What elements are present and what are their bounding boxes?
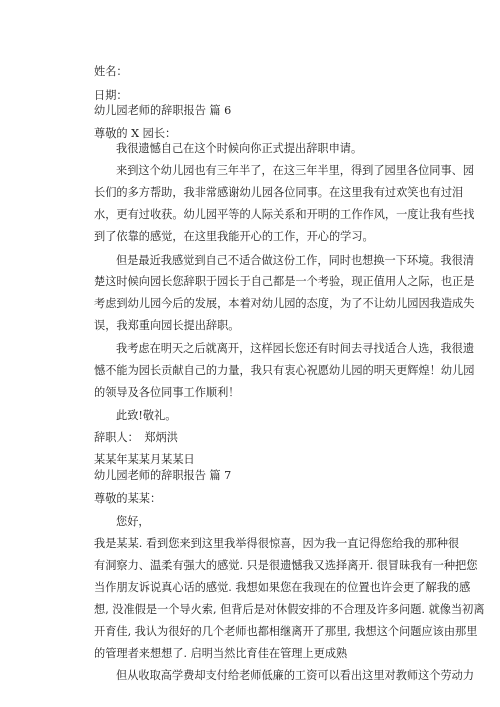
letter6-p2-line: 来到这个幼儿园也有三年半了，在这三年半里，得到了园里各位同事、园 (116, 164, 475, 177)
letter7-salutation: 尊敬的某某： (94, 492, 162, 505)
date-label: 日期： (94, 89, 128, 102)
letter6-title: 幼儿园老师的辞职报告 篇 6 (94, 104, 232, 117)
letter6-p4-line: 憾不能为园长贡献自己的力量，我只有衷心祝愿幼儿园的明天更辉煌！幼儿园 (94, 364, 475, 377)
letter7-p1-line: 的管理者来想想了. 启明当然比育佳在管理上更成熟 (94, 647, 348, 660)
letter6-p3-line: 考虑到幼儿园今后的发展，本着对幼儿园的态度，为了不让幼儿园因我造成失 (94, 297, 475, 310)
letter6-p4-line: 我考虑在明天之后就离开，这样园长您还有时间去寻找适合人选，我很遗 (116, 342, 475, 355)
letter6-p3-line: 但是最近我感觉到自己不适合做这份工作，同时也想换一下环境。我很清 (116, 254, 475, 267)
letter6-p4-line: 的领导及各位同事工作顺利！ (94, 386, 240, 399)
letter6-p3-line: 误，我郑重向园长提出辞职。 (94, 319, 240, 332)
letter7-p1-line: 当作朋友诉说真心话的感觉. 我想如果您在我现在的位置也许会更了解我的感 (94, 581, 471, 594)
letter7-p1-line: 我是某某. 看到您来到这里我举得很惊喜，因为我一直记得您给我的那种很 (94, 537, 460, 550)
letter7-p1-line: 开育佳, 我认为很好的几个老师也都相继离开了那里, 我想这个问题应该由那里 (94, 625, 478, 638)
letter6-closing: 此致!敬礼。 (116, 409, 177, 422)
letter6-date: 某某年某某月某某日 (94, 453, 195, 466)
letter7-p1-line: 想, 没准假是一个导火索, 但背后是对休假安排的不合理及许多问题. 就像当初离 (94, 603, 485, 616)
letter6-p2-line: 长们的多方帮助，我非常感谢幼儿园各位同事。在这里我有过欢笑也有过泪 (94, 186, 464, 199)
name-label: 姓名： (94, 65, 128, 78)
letter7-title: 幼儿园老师的辞职报告 篇 7 (94, 469, 232, 482)
letter7-p1-line: 有洞察力、温柔有强大的感觉. 只是很遗憾我又选择离开. 很冒昧我有一种把您 (94, 559, 478, 572)
letter6-paragraph-1: 我很遗憾自己在这个时候向你正式提出辞职申请。 (116, 142, 363, 155)
letter6-p2-line: 水，更有过收获。幼儿园平等的人际关系和开明的工作作风，一度让我有些找 (94, 208, 475, 221)
letter6-salutation: 尊敬的 X 园长： (94, 127, 177, 140)
letter6-p3-line: 楚这时候向园长您辞职于园长于自己都是一个考验，现正值用人之际，也正是 (94, 275, 475, 288)
letter7-p2-line: 但从收取高学费却支付给老师低廉的工资可以看出这里对教师这个劳动力 (116, 669, 475, 682)
letter6-p2-line: 到了依靠的感觉，在这里我能开心的工作，开心的学习。 (94, 230, 374, 243)
letter6-signer: 辞职人： 郑炳洪 (94, 431, 178, 444)
letter7-greeting: 您好， (116, 515, 150, 528)
